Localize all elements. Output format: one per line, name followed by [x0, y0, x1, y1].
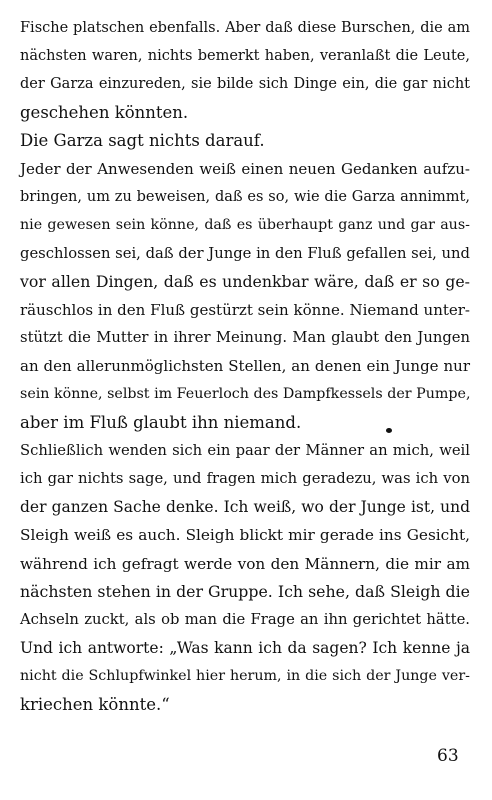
text-line: bringen, um zu beweisen, daß es so, wie die Garza annimmt, [20, 189, 470, 206]
text-line: nicht die Schlupfwinkel hier herum, in die sich der Junge ver- [20, 668, 470, 685]
text-line: räuschlos in den Fluß gestürzt sein könne. Niemand unter- [20, 300, 470, 319]
text-line: Fische platschen ebenfalls. Aber daß diese Burschen, die am [20, 20, 470, 36]
text-line: der Garza einzureden, sie bilde sich Dinge ein, die gar nicht [20, 76, 470, 93]
ink-speck [386, 428, 392, 433]
text-line: Jeder der Anwesenden weiß einen neuen Gedanken aufzu- [20, 159, 470, 178]
text-line: sein könne, selbst im Feuerloch des Dampfkessels der Pumpe, [20, 386, 471, 403]
text-line: Achseln zuckt, als ob man die Frage an ihn gerichtet hätte. [20, 610, 470, 628]
text-line: während ich gefragt werde von den Männern, die mir am [20, 554, 470, 573]
text-line: Sleigh weiß es auch. Sleigh blickt mir gerade ins Gesicht, [20, 526, 470, 545]
text-line: nie gewesen sein könne, daß es überhaupt ganz und gar aus- [20, 217, 470, 234]
text-line: Und ich antworte: „Was kann ich da sagen? Ich kenne ja [20, 639, 470, 658]
text-line: geschlossen sei, daß der Junge in den Fluß gefallen sei, und [20, 244, 470, 262]
text-line: geschehen könnten. [20, 102, 189, 122]
text-line: vor allen Dingen, daß es undenkbar wäre, daß er so ge- [20, 271, 470, 291]
text-line: stützt die Mutter in ihrer Meinung. Man glaubt den Jungen [20, 329, 470, 347]
text-line: an den allerunmöglichsten Stellen, an denen ein Junge nur [20, 357, 470, 376]
text-line: nächsten waren, nichts bemerkt haben, veranlaßt die Leute, [20, 48, 470, 65]
text-line: Die Garza sagt nichts darauf. [20, 130, 265, 150]
text-line: kriechen könnte.“ [20, 694, 170, 714]
text-line: der ganzen Sache denke. Ich weiß, wo der Junge ist, und [20, 498, 470, 517]
page-number: 63 [437, 746, 459, 766]
text-line: nächsten stehen in der Gruppe. Ich sehe, daß Sleigh die [20, 581, 470, 601]
body-text [20, 14, 470, 719]
text-line: Schließlich wenden sich ein paar der Männer an mich, weil [20, 441, 470, 459]
text-line: ich gar nichts sage, und fragen mich geradezu, was ich von [20, 470, 470, 487]
text-line: aber im Fluß glaubt ihn niemand. [20, 412, 302, 432]
